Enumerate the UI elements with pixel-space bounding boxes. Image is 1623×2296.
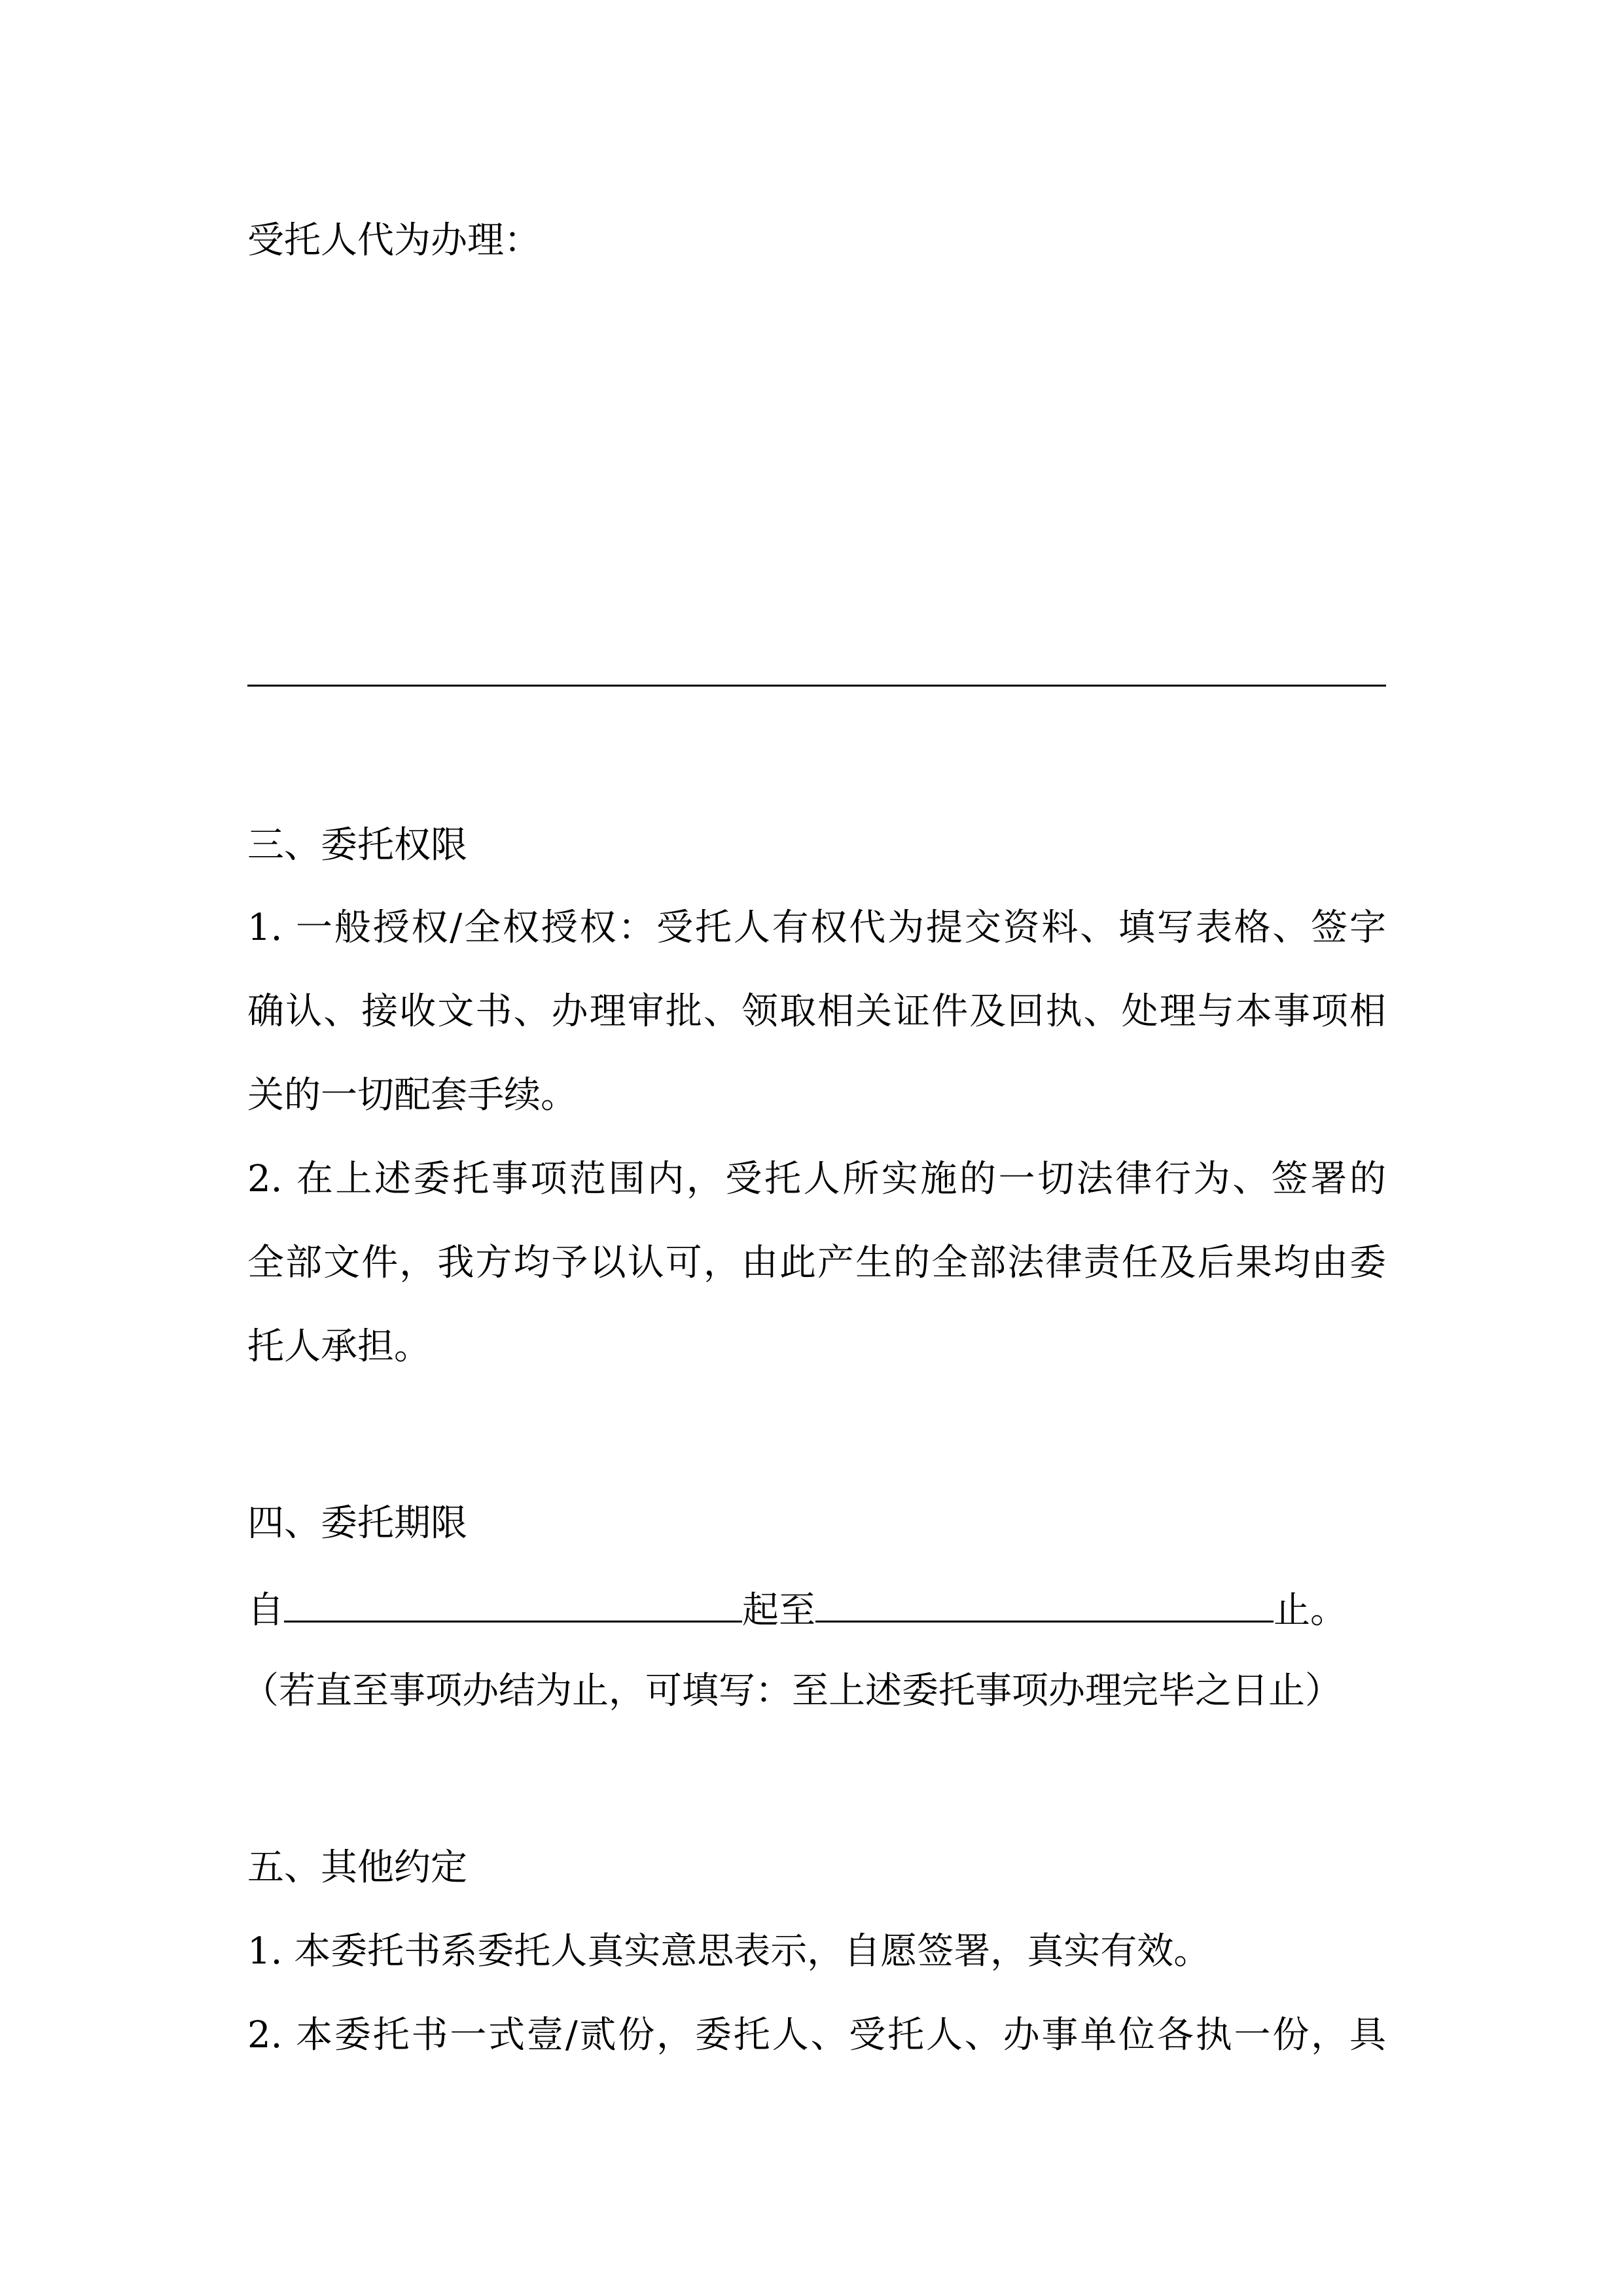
section4-heading: 四、委托期限: [247, 1502, 467, 1545]
section3-item2-line3: 托人承担。: [247, 1325, 431, 1368]
section5-item2-line1: 2. 本委托书一式壹/贰份，委托人、受托人、办事单位各执一份，具: [247, 2014, 1386, 2056]
section3-item2-line2: 全部文件，我方均予以认可，由此产生的全部法律责任及后果均由委: [247, 1242, 1386, 1284]
period-end-label: 止。: [1274, 1589, 1347, 1632]
period-note: （若直至事项办结为止，可填写：至上述委托事项办理完毕之日止）: [242, 1670, 1342, 1712]
period-line: [247, 1589, 1347, 1632]
scope-fill-line: [247, 685, 1386, 687]
section5-item1: 1. 本委托书系委托人真实意思表示，自愿签署，真实有效。: [247, 1930, 1211, 1973]
period-end-blank[interactable]: [815, 1589, 1274, 1623]
section3-heading: 三、委托权限: [247, 824, 467, 867]
section5-heading: 五、其他约定: [247, 1846, 467, 1889]
scope-intro: 受托人代为办理：: [247, 219, 541, 262]
section3-item1-line3: 关的一切配套手续。: [247, 1074, 577, 1117]
section3-item1-line1: 1. 一般授权/全权授权：受托人有权代为提交资料、填写表格、签字: [247, 906, 1386, 949]
period-to-label: 起至: [742, 1589, 815, 1632]
section3-item2-line1: 2. 在上述委托事项范围内，受托人所实施的一切法律行为、签署的: [247, 1158, 1386, 1200]
section3-item1-line2: 确认、接收文书、办理审批、领取相关证件及回执、处理与本事项相: [247, 990, 1386, 1033]
period-start-blank[interactable]: [284, 1589, 742, 1623]
period-from-label: 自: [247, 1589, 284, 1632]
